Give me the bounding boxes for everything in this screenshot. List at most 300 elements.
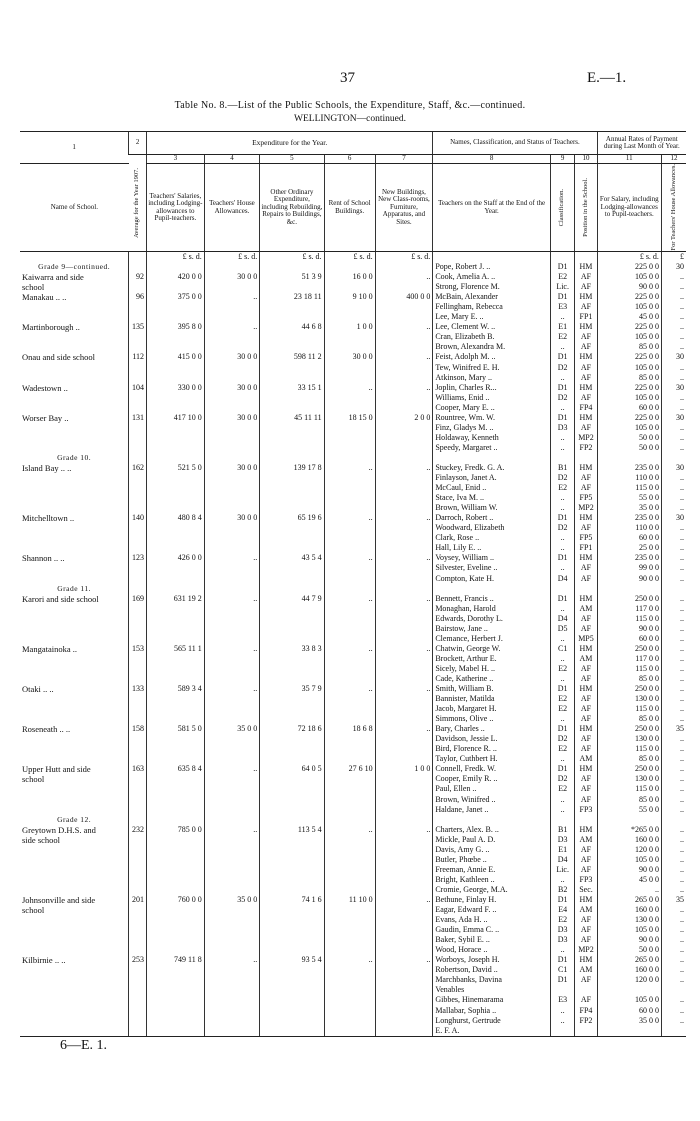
position: HM (575, 895, 597, 905)
house-allowance (204, 835, 259, 845)
classification: B1 (550, 463, 574, 473)
salary-rate: 110 0 0 (597, 473, 661, 483)
classification: .. (550, 714, 574, 724)
new-buildings: .. (375, 825, 433, 835)
house-allowance (204, 624, 259, 634)
teacher-name: Venables (433, 985, 551, 995)
teacher-name: Atkinson, Mary .. (433, 373, 551, 383)
teacher-name: Williams, Enid .. (433, 393, 551, 403)
average (129, 925, 147, 935)
school-name (20, 674, 129, 684)
table-row (20, 925, 686, 935)
unit-house-rate: £ (661, 252, 686, 263)
teacher-name: Rountree, Wm. W. (433, 413, 551, 423)
table-row (20, 714, 686, 724)
new-buildings (375, 312, 433, 322)
rent: 11 10 0 (324, 895, 375, 905)
house-rate: .. (661, 945, 686, 955)
salary-rate: 45 0 0 (597, 312, 661, 322)
salaries: 631 19 2 (147, 594, 205, 604)
school-name: school (22, 774, 45, 785)
school-name (20, 784, 129, 794)
new-buildings (375, 363, 433, 373)
position: HM (575, 724, 597, 734)
rent (324, 1016, 375, 1026)
position: AF (575, 865, 597, 875)
other-expenditure (260, 604, 324, 614)
other-expenditure (260, 393, 324, 403)
house-rate: .. (661, 835, 686, 845)
new-buildings-header: New Buildings, New Class-rooms, Furniture, Apparatus, and Sites. (375, 164, 433, 252)
salaries (147, 433, 205, 443)
house-allowance (204, 1016, 259, 1026)
new-buildings (375, 342, 433, 352)
rent: .. (324, 594, 375, 604)
average (129, 1006, 147, 1016)
house-allowance (204, 905, 259, 915)
salaries (147, 995, 205, 1005)
rent (324, 774, 375, 784)
salaries (147, 574, 205, 584)
classification: D2 (550, 473, 574, 483)
salary-rate: 99 0 0 (597, 563, 661, 573)
new-buildings (375, 563, 433, 573)
new-buildings: 1 0 0 (375, 764, 433, 774)
teacher-name: Brown, Winifred .. (433, 795, 551, 805)
table-row (20, 654, 686, 664)
classification: .. (550, 945, 574, 955)
rent (324, 473, 375, 483)
house-allowance (204, 403, 259, 413)
rent (324, 363, 375, 373)
classification: D1 (550, 975, 574, 985)
salary-rate: 60 0 0 (597, 634, 661, 644)
rent (324, 373, 375, 383)
col-num-12: 12 (661, 155, 686, 164)
salary-rate: 55 0 0 (597, 493, 661, 503)
salaries (147, 734, 205, 744)
table-row (20, 312, 686, 322)
new-buildings (375, 483, 433, 493)
position: AF (575, 795, 597, 805)
other-expenditure: 51 3 9 (260, 272, 324, 282)
salaries: 635 8 4 (147, 764, 205, 774)
table-row (20, 322, 686, 332)
other-expenditure: 44 7 9 (260, 594, 324, 604)
salaries: 581 5 0 (147, 724, 205, 734)
new-buildings: .. (375, 684, 433, 694)
house-rate (661, 1026, 686, 1037)
other-expenditure (260, 985, 324, 995)
house-rate: .. (661, 322, 686, 332)
position: HM (575, 463, 597, 473)
salaries (147, 363, 205, 373)
salary-rate: 225 0 0 (597, 262, 661, 272)
salary-rate: 60 0 0 (597, 533, 661, 543)
classification: .. (550, 604, 574, 614)
table-row (20, 594, 686, 604)
page-footer: 6—E. 1. (60, 1038, 108, 1053)
salaries (147, 393, 205, 403)
average: 96 (129, 292, 147, 302)
teacher-name (433, 453, 551, 463)
other-expenditure (260, 664, 324, 674)
other-expenditure (260, 975, 324, 985)
rent (324, 634, 375, 644)
salary-rate: 115 0 0 (597, 704, 661, 714)
position: AF (575, 282, 597, 292)
table-row (20, 774, 686, 784)
average (129, 875, 147, 885)
rent: 9 10 0 (324, 292, 375, 302)
teacher-name: Wood, Horace .. (433, 945, 551, 955)
salary-rate (597, 815, 661, 825)
salary-rate (597, 985, 661, 995)
salary-rate: 105 0 0 (597, 363, 661, 373)
salaries (147, 533, 205, 543)
rent: .. (324, 513, 375, 523)
salaries (147, 664, 205, 674)
salary-rate: 105 0 0 (597, 393, 661, 403)
new-buildings (375, 754, 433, 764)
col-num-10: 10 (575, 155, 597, 164)
rent: 18 15 0 (324, 413, 375, 423)
salary-rate: 235 0 0 (597, 463, 661, 473)
house-allowance: .. (204, 292, 259, 302)
house-rate: .. (661, 925, 686, 935)
house-rate: .. (661, 634, 686, 644)
other-expenditure (260, 503, 324, 513)
position: AF (575, 975, 597, 985)
average (129, 624, 147, 634)
rent (324, 443, 375, 453)
table-row (20, 413, 686, 423)
table-row (20, 624, 686, 634)
house-rate: .. (661, 604, 686, 614)
salary-rate: 120 0 0 (597, 975, 661, 985)
other-expenditure: 598 11 2 (260, 352, 324, 362)
classification: .. (550, 654, 574, 664)
salaries (147, 965, 205, 975)
salaries: 785 0 0 (147, 825, 205, 835)
salary-rate: 235 0 0 (597, 513, 661, 523)
position: AF (575, 363, 597, 373)
average (129, 945, 147, 955)
new-buildings (375, 714, 433, 724)
new-buildings (375, 543, 433, 553)
teacher-name: E. F. A. (433, 1026, 551, 1037)
classification: D2 (550, 523, 574, 533)
new-buildings (375, 654, 433, 664)
teacher-name: Cade, Katherine .. (433, 674, 551, 684)
table-row (20, 995, 686, 1005)
teachers-header: Teachers on the Staff at the End of the Year. (433, 164, 551, 252)
average (129, 433, 147, 443)
salary-rate: 225 0 0 (597, 292, 661, 302)
table-row (20, 553, 686, 563)
average (129, 403, 147, 413)
rent (324, 604, 375, 614)
col-num-8: 8 (433, 155, 551, 164)
average (129, 312, 147, 322)
rent: .. (324, 825, 375, 835)
classification: E2 (550, 483, 574, 493)
unit-salary-rate: £ s. d. (597, 252, 661, 263)
average (129, 865, 147, 875)
house-allowance (204, 433, 259, 443)
position (575, 584, 597, 594)
school-name: Grade 12. (57, 814, 92, 824)
salaries (147, 855, 205, 865)
position: AF (575, 674, 597, 684)
school-name: school (22, 282, 45, 293)
other-expenditure (260, 373, 324, 383)
teacher-name: McCaul, Enid .. (433, 483, 551, 493)
other-expenditure (260, 714, 324, 724)
rent (324, 915, 375, 925)
house-allowance: .. (204, 764, 259, 774)
house-rate: .. (661, 624, 686, 634)
house-rate: .. (661, 614, 686, 624)
other-expenditure: 74 1 6 (260, 895, 324, 905)
school-name (20, 523, 129, 533)
average (129, 543, 147, 553)
salaries (147, 835, 205, 845)
school-name (20, 634, 129, 644)
classification: D1 (550, 594, 574, 604)
new-buildings (375, 433, 433, 443)
table-row (20, 744, 686, 754)
salary-rate: 130 0 0 (597, 774, 661, 784)
house-allowance (204, 885, 259, 895)
other-expenditure (260, 363, 324, 373)
school-name: Kilbirnie .. .. (22, 955, 66, 966)
teacher-name: Silvester, Eveline .. (433, 563, 551, 573)
new-buildings: 2 0 0 (375, 413, 433, 423)
table-row (20, 805, 686, 815)
average: 133 (129, 684, 147, 694)
other-expenditure (260, 704, 324, 714)
salaries (147, 604, 205, 614)
salaries (147, 885, 205, 895)
house-allowance (204, 493, 259, 503)
rent (324, 624, 375, 634)
new-buildings (375, 453, 433, 463)
average (129, 262, 147, 272)
teacher-name: Lee, Mary E. .. (433, 312, 551, 322)
salaries: 760 0 0 (147, 895, 205, 905)
classification: E2 (550, 332, 574, 342)
other-expenditure (260, 815, 324, 825)
salary-rate: 45 0 0 (597, 875, 661, 885)
rent: .. (324, 553, 375, 563)
house-rate: .. (661, 955, 686, 965)
school-name (20, 443, 129, 453)
average (129, 855, 147, 865)
rent (324, 1006, 375, 1016)
other-expenditure (260, 614, 324, 624)
teacher-name: Bright, Kathleen .. (433, 875, 551, 885)
position: AM (575, 965, 597, 975)
table-row (20, 393, 686, 403)
new-buildings (375, 634, 433, 644)
average (129, 1026, 147, 1037)
average: 201 (129, 895, 147, 905)
position (575, 815, 597, 825)
position: AF (575, 272, 597, 282)
average (129, 744, 147, 754)
salaries (147, 975, 205, 985)
table-row (20, 272, 686, 282)
house-rate: .. (661, 574, 686, 584)
other-expenditure (260, 433, 324, 443)
house-rate (661, 453, 686, 463)
house-rate: .. (661, 393, 686, 403)
teacher-name: Worboys, Joseph H. (433, 955, 551, 965)
table-row (20, 352, 686, 362)
house-allowance (204, 503, 259, 513)
rent (324, 875, 375, 885)
salaries (147, 584, 205, 594)
other-expenditure: 72 18 6 (260, 724, 324, 734)
classification: E1 (550, 322, 574, 332)
house-allowance-header: Teachers' House Allowances. (204, 164, 259, 252)
other-expenditure (260, 925, 324, 935)
classification: D3 (550, 835, 574, 845)
position (575, 985, 597, 995)
new-buildings (375, 443, 433, 453)
classification: .. (550, 1016, 574, 1026)
new-buildings (375, 935, 433, 945)
house-allowance: 30 0 0 (204, 352, 259, 362)
salary-rate: 117 0 0 (597, 654, 661, 664)
new-buildings (375, 845, 433, 855)
salaries (147, 815, 205, 825)
teacher-name: Tew, Winifred E. H. (433, 363, 551, 373)
house-allowance (204, 845, 259, 855)
salaries (147, 654, 205, 664)
average: 253 (129, 955, 147, 965)
house-rate: 35 (661, 724, 686, 734)
house-rate (661, 815, 686, 825)
classification: Lic. (550, 282, 574, 292)
classification: .. (550, 503, 574, 513)
salary-rate: 90 0 0 (597, 865, 661, 875)
salaries: 330 0 0 (147, 383, 205, 393)
other-expenditure: 93 5 4 (260, 955, 324, 965)
salaries (147, 784, 205, 794)
school-name (20, 493, 129, 503)
salaries (147, 714, 205, 724)
classification: .. (550, 533, 574, 543)
teacher-name: Monaghan, Harold (433, 604, 551, 614)
table-row (20, 373, 686, 383)
other-expenditure (260, 654, 324, 664)
house-rate: .. (661, 865, 686, 875)
position: FP4 (575, 403, 597, 413)
other-expenditure (260, 262, 324, 272)
salaries: 565 11 1 (147, 644, 205, 654)
classification: .. (550, 443, 574, 453)
rent (324, 423, 375, 433)
other-expenditure (260, 835, 324, 845)
average (129, 393, 147, 403)
house-rate: 30 (661, 352, 686, 362)
other-expenditure (260, 905, 324, 915)
classification (550, 815, 574, 825)
table-row (20, 955, 686, 965)
salary-rate: 115 0 0 (597, 744, 661, 754)
house-allowance (204, 634, 259, 644)
new-buildings (375, 985, 433, 995)
position: AF (575, 614, 597, 624)
table-row (20, 453, 686, 463)
position: FP5 (575, 533, 597, 543)
teacher-name: Bird, Florence R. .. (433, 744, 551, 754)
new-buildings: .. (375, 322, 433, 332)
teacher-name: Darroch, Robert .. (433, 513, 551, 523)
document-reference: E.—1. (587, 70, 627, 86)
house-allowance (204, 393, 259, 403)
school-name (20, 624, 129, 634)
school-name (20, 945, 129, 955)
table-row (20, 533, 686, 543)
table-row (20, 604, 686, 614)
classification: D1 (550, 684, 574, 694)
house-allowance (204, 815, 259, 825)
teacher-name: Baker, Sybil E. .. (433, 935, 551, 945)
average (129, 664, 147, 674)
teachers-group-header: Names, Classification, and Status of Teachers. (433, 132, 597, 155)
classification: .. (550, 543, 574, 553)
table-row (20, 965, 686, 975)
house-rate: .. (661, 433, 686, 443)
house-rate: .. (661, 523, 686, 533)
new-buildings (375, 784, 433, 794)
rent (324, 734, 375, 744)
new-buildings (375, 965, 433, 975)
other-expenditure (260, 634, 324, 644)
house-rate: .. (661, 533, 686, 543)
classification: .. (550, 1006, 574, 1016)
units-row (20, 252, 686, 263)
salaries (147, 634, 205, 644)
new-buildings (375, 282, 433, 292)
house-rate: .. (661, 553, 686, 563)
salary-rate: 265 0 0 (597, 955, 661, 965)
house-rate: .. (661, 1006, 686, 1016)
salaries (147, 925, 205, 935)
teacher-name: Brown, William W. (433, 503, 551, 513)
new-buildings (375, 604, 433, 614)
average (129, 815, 147, 825)
new-buildings (375, 503, 433, 513)
average (129, 604, 147, 614)
other-expenditure: 65 19 6 (260, 513, 324, 523)
other-expenditure: 139 17 8 (260, 463, 324, 473)
position: FP4 (575, 1006, 597, 1016)
table-row (20, 825, 686, 835)
salary-rate: *265 0 0 (597, 825, 661, 835)
rent (324, 784, 375, 794)
position: AF (575, 704, 597, 714)
house-rate: .. (661, 995, 686, 1005)
salaries (147, 312, 205, 322)
classification: D1 (550, 292, 574, 302)
house-rate: .. (661, 905, 686, 915)
house-allowance: .. (204, 594, 259, 604)
house-rate: 30 (661, 262, 686, 272)
